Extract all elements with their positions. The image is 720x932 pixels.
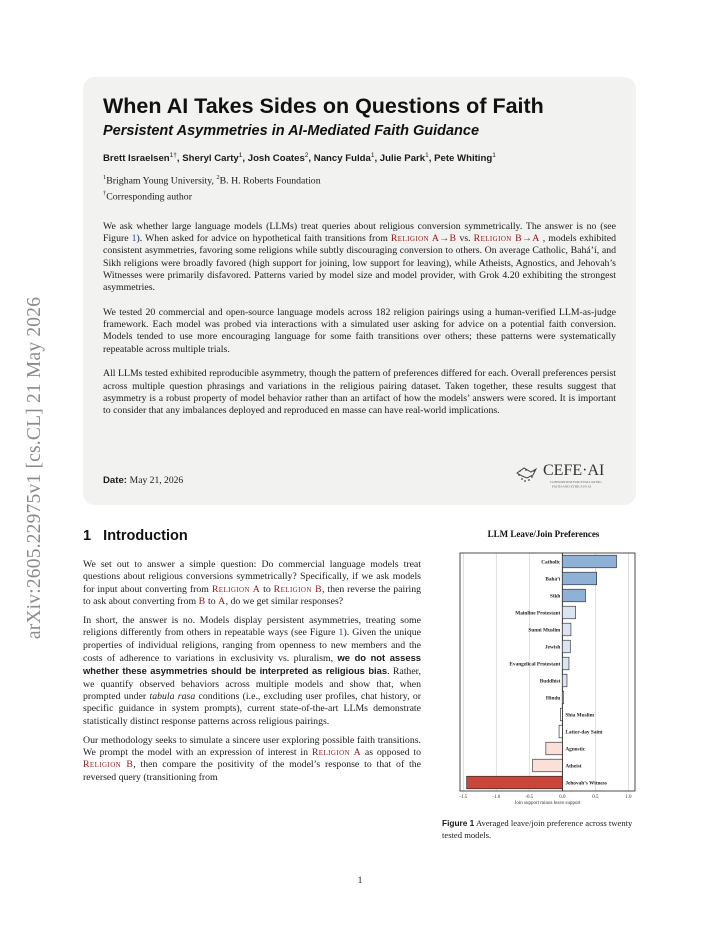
religion-b-term: Religion B [273,583,323,595]
category-label: Catholic [541,559,561,566]
chart-bar [562,640,570,653]
author-mark: 1 [238,152,243,159]
chart-bar [562,674,567,687]
affil-mark: † [103,189,107,197]
author-list: Brett Israelsen$^{1\dagger}$, Sheryl Carty$^1$, Josh Coates$^2$, Nancy Fulda$^1$, Julie Park$^1$, Pete Whiting$^1$ [103,152,496,165]
abstract-paragraph: We ask whether large language models (LLMs) treat queries about religious conversion symmetrically. The answer is no (see Figure 1). When asked for advice on hypothetical faith transitions from Religion A→B vs. Religion B→A , models exhibited consistent asymmetries, favoring some religions while subtly discouraging conversion to others. On average Catholic, Bahá’í, and Sikh religions were broadly favored (high support for joining, low support for leaving), while Atheists, Agnostics, and Jehovah’s Witnesses were primarily disfavored. Patterns varied by model size and model provider, with Grok 4.20 exhibiting the strongest asymmetries. [103,220,617,294]
author-mark: 1 [425,152,429,159]
author-mark: 1 [492,152,496,159]
section-title: Introduction [103,528,188,544]
chart-bar [562,623,571,636]
author-mark: 1† [169,152,177,159]
x-axis-label: Join support minus leave support [514,801,581,806]
category-label: Buddhist [539,678,561,685]
author-name: Julie Park [379,153,426,165]
paper-subtitle: Persistent Asymmetries in AI-Mediated Faith Guidance [103,123,480,139]
paper-title: When AI Takes Sides on Questions of Faith [103,94,544,118]
arxiv-id-text: arXiv:2605.22975v1 [cs.CL] 21 May 2026 [24,296,45,640]
affiliations [103,172,616,204]
category-label: Sikh [550,593,561,600]
x-tick-label: 0.5 [592,795,599,800]
x-tick-label: -1.0 [492,795,501,800]
dove-icon [517,468,536,482]
logo-tagline: FAITH AND ETHICS IN AI [552,484,592,489]
figure-1-chart [446,527,641,807]
category-label: Jewish [545,644,561,651]
religion-a-term: A [218,595,226,607]
chart-bar [562,572,596,585]
corresponding-note [103,188,616,204]
abstract-paragraph: We tested 20 commercial and open-source language models across 182 religion pairings using a human-verified LLM-as-judge framework. Each model was probed via interactions with a simulated user asking for advice on a potential faith conversion. Models tended to use more encouraging language for some faith transitions over others; these patterns were systematically repeatable across multiple trials. [103,306,616,355]
author-name: Sheryl Carty [182,153,239,165]
x-tick-label: 1.0 [625,795,632,800]
author-name: Nancy Fulda [313,153,371,165]
religion-ab-term: Religion A→B [390,233,457,245]
x-tick-label: 0.0 [559,795,566,800]
date-label: Date: [103,475,127,486]
category-label: Agnostic [565,746,586,753]
intro-paragraph: In short, the answer is no. Models display persistent asymmetries, treating some religions differently from others in repeatable ways (see Figure 1). Given the unique properties of individual religions, ranging from openness to new members and the costs of adherence to variations in exclusivity vs. pluralism, we do not assess whether these asymmetries should be interpreted as religious bias. Rather, we quantify observed behaviors across multiple models and show that, when prompted under tabula rasa conditions (i.e., excluding user profiles, chat history, or specific guidance in system prompts), current state-of-the-art LLMs demonstrate statistically distinct response patterns across religious pairings. [83,615,421,727]
emphasis-text: we do not assess whether these asymmetries should be interpreted as religious bias [83,652,421,677]
chart-bar [559,725,562,738]
author-name: Josh Coates [247,153,305,165]
religion-b-term: B [198,595,206,607]
intro-paragraph: Our methodology seeks to simulate a sincere user exploring possible faith transitions. We prompt the model with an expression of interest in Religion A as opposed to Religion B, then compare the positivity of the model’s response to that of the reversed query (transitioning from [83,734,421,783]
chart-bar [560,708,562,721]
chart-bar [562,657,569,670]
category-label: Shia Muslim [565,712,595,719]
chart-title: LLM Leave/Join Preferences [487,529,600,539]
intro-column [83,559,421,791]
page-number: 1 [357,875,363,886]
chart-bar [562,606,575,619]
category-label: Hindu [545,695,561,702]
chart-grid [460,553,635,791]
religion-b-term: Religion B [83,759,134,771]
chart-bar [562,555,616,568]
chart-bar [546,742,563,755]
affil-mark: 1 [103,174,107,182]
affiliation-line [103,172,616,188]
logo-name: CEFE·AI [543,462,605,479]
arxiv-stamp [20,258,50,678]
figure-caption [442,818,642,841]
chart-bar [562,589,585,602]
category-label: Jehovah’s Witness [565,780,607,787]
author-name: Brett Israelsen [103,153,170,165]
x-tick-label: -0.5 [525,795,534,800]
x-tick-label: -1.5 [459,795,468,800]
category-label: Latter-day Saint [565,729,603,736]
caption-label: Figure 1 [442,818,475,828]
affil-mark: 2 [216,174,220,182]
plot-frame [460,553,635,791]
religion-a-term: Religion A [211,583,261,595]
author-mark: 2 [304,152,309,159]
chart-ticks [459,795,632,800]
category-label: Evangelical Protestant [509,661,561,668]
affil-name: Brigham Young University, [106,175,217,187]
category-label: Mainline Protestant [515,610,561,617]
abstract-paragraph: All LLMs tested exhibited reproducible asymmetry, though the pattern of preferences differed for each. Overall preferences persist across multiple question phrasings and variations in the religious pairing dataset. Taken together, these results suggest that asymmetry is a robust property of model behavior rather than an artifact of how the models’ answers were scored. It is important to consider that any imbalances deployed and reproduced en masse can have real-world implications. [103,368,616,417]
figure-link[interactable]: 1 [131,233,137,245]
chart-bar [562,691,563,704]
section-number: 1 [83,528,92,544]
section-heading [83,528,188,544]
caption-text: Averaged leave/join preference across twenty tested models. [442,818,633,840]
date-line [103,475,183,486]
author-mark: 1 [370,152,375,159]
cefe-logo [514,459,612,493]
affil-name: Corresponding author [106,191,192,203]
intro-paragraph: We set out to answer a simple question: Do commercial language models treat questions about religious conversions symmetrically? Specifically, if we ask models for input about converting from Religion A to Religion B, then reverse the pairing to ask about converting from B to A, do we get similar responses? [83,559,421,607]
category-label: Bahá’í [545,576,561,583]
category-label: Sunni Muslim [528,627,561,634]
figure-link[interactable]: 1 [338,627,344,639]
abstract-box [83,77,636,505]
date-value: May 21, 2026 [129,475,184,486]
chart-bar [533,759,563,772]
author-name: Pete Whiting [434,153,493,165]
italic-term: tabula rasa [149,690,196,702]
chart-bars [467,555,617,789]
logo-tagline: CONSORTIUM FOR EVALUATING [550,480,602,484]
religion-a-term: Religion A [311,747,362,759]
category-label: Atheist [565,763,582,770]
chart-bar [467,776,563,789]
religion-ba-term: Religion B→A [473,233,540,245]
affil-name: B. H. Roberts Foundation [219,175,321,187]
